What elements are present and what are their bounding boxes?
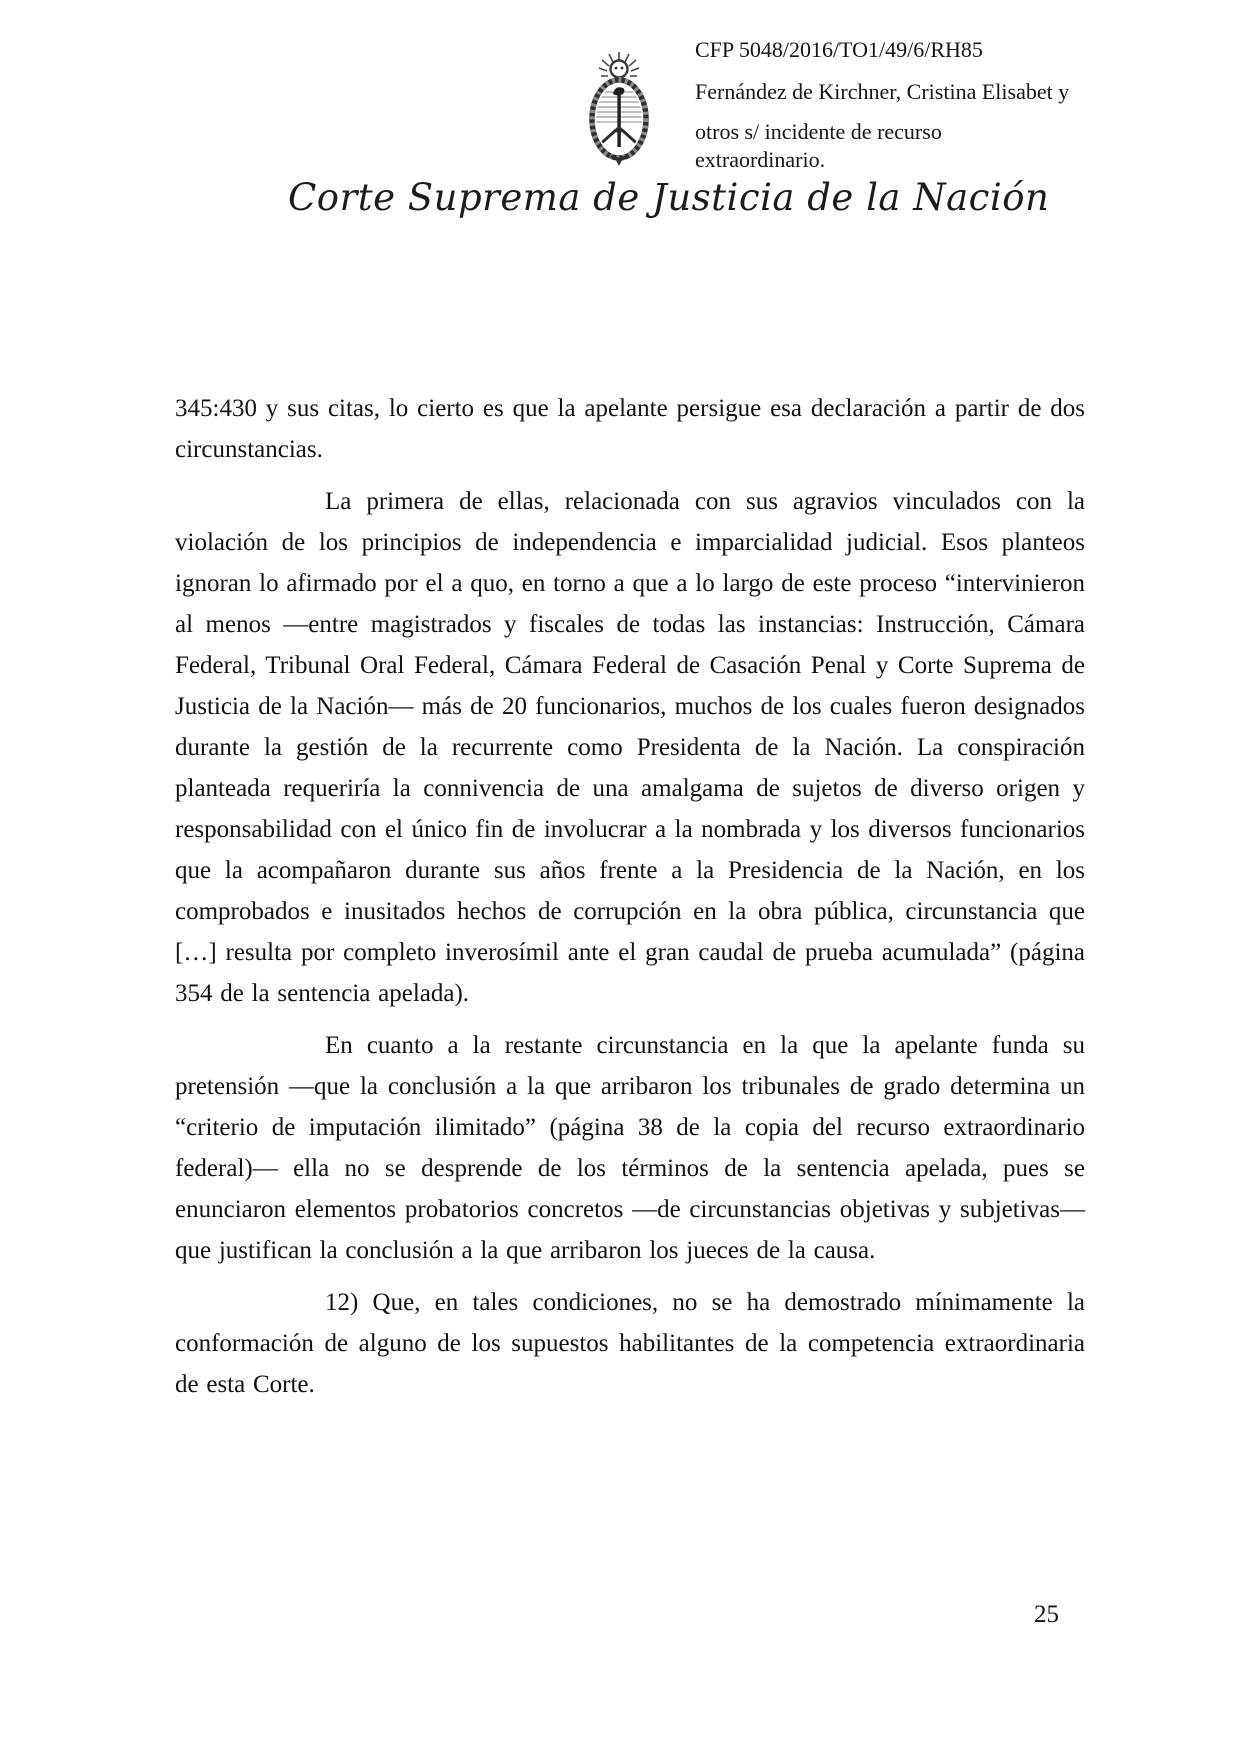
paragraph-continuation: 345:430 y sus citas, lo cierto es que la apelante persigue esa declaración a partir de dos circunstancias. (175, 395, 1085, 463)
case-caption-line-2: otros s/ incidente de recurso (695, 119, 942, 144)
case-caption-line-1: Fernández de Kirchner, Cristina Elisabet y (695, 79, 1070, 104)
paragraph-considerando-12: 12) Que, en tales condiciones, no se ha demostrado mínimamente la conformación de alguno de los supuestos habilitantes de la competencia extraordinaria de esta Corte. (175, 1289, 1085, 1398)
page-number: 25 (1034, 1601, 1059, 1628)
ruling-body-text (175, 388, 1085, 1416)
paragraph-second-circumstance: En cuanto a la restante circunstancia en la que la apelante funda su pretensión —que la conclusión a la que arribaron los tribunales de grado determina un “criterio de imputación ilimitado” (página 38 de la copia del recurso extraordinario federal)— ella no se desprende de los términos de la sentencia apelada, pues se enunciaron elementos probatorios concretos —de circunstancias objetivas y subjetivas— que justifican la conclusión a la que arribaron los jueces de la causa. (175, 1032, 1085, 1264)
court-name-letterhead: Corte Suprema de Justicia de la Nación (288, 176, 1050, 219)
case-caption-line-3: extraordinario. (695, 147, 826, 172)
argentina-coat-of-arms-icon (580, 50, 658, 168)
case-number: CFP 5048/2016/TO1/49/6/RH85 (695, 37, 983, 62)
paragraph-first-circumstance: La primera de ellas, relacionada con sus agravios vinculados con la violación de los principios de independencia e imparcialidad judicial. Esos planteos ignoran lo afirmado por el a quo, en torno a que a lo largo de este proceso “intervinieron al menos —entre magistrados y fiscales de todas las instancias: Instrucción, Cámara Federal, Tribunal Oral Federal, Cámara Federal de Casación Penal y Corte Suprema de Justicia de la Nación— más de 20 funcionarios, muchos de los cuales fueron designados durante la gestión de la recurrente como Presidenta de la Nación. La conspiración planteada requeriría la connivencia de una amalgama de sujetos de diverso origen y responsabilidad con el único fin de involucrar a la nombrada y los diversos funcionarios que la acompañaron durante sus años frente a la Presidencia de la Nación, en los comprobados e inusitados hechos de corrupción en la obra pública, circunstancia que […] resulta por completo inverosímil ante el gran caudal de prueba acumulada” (página 354 de la sentencia apelada). (175, 488, 1085, 1007)
